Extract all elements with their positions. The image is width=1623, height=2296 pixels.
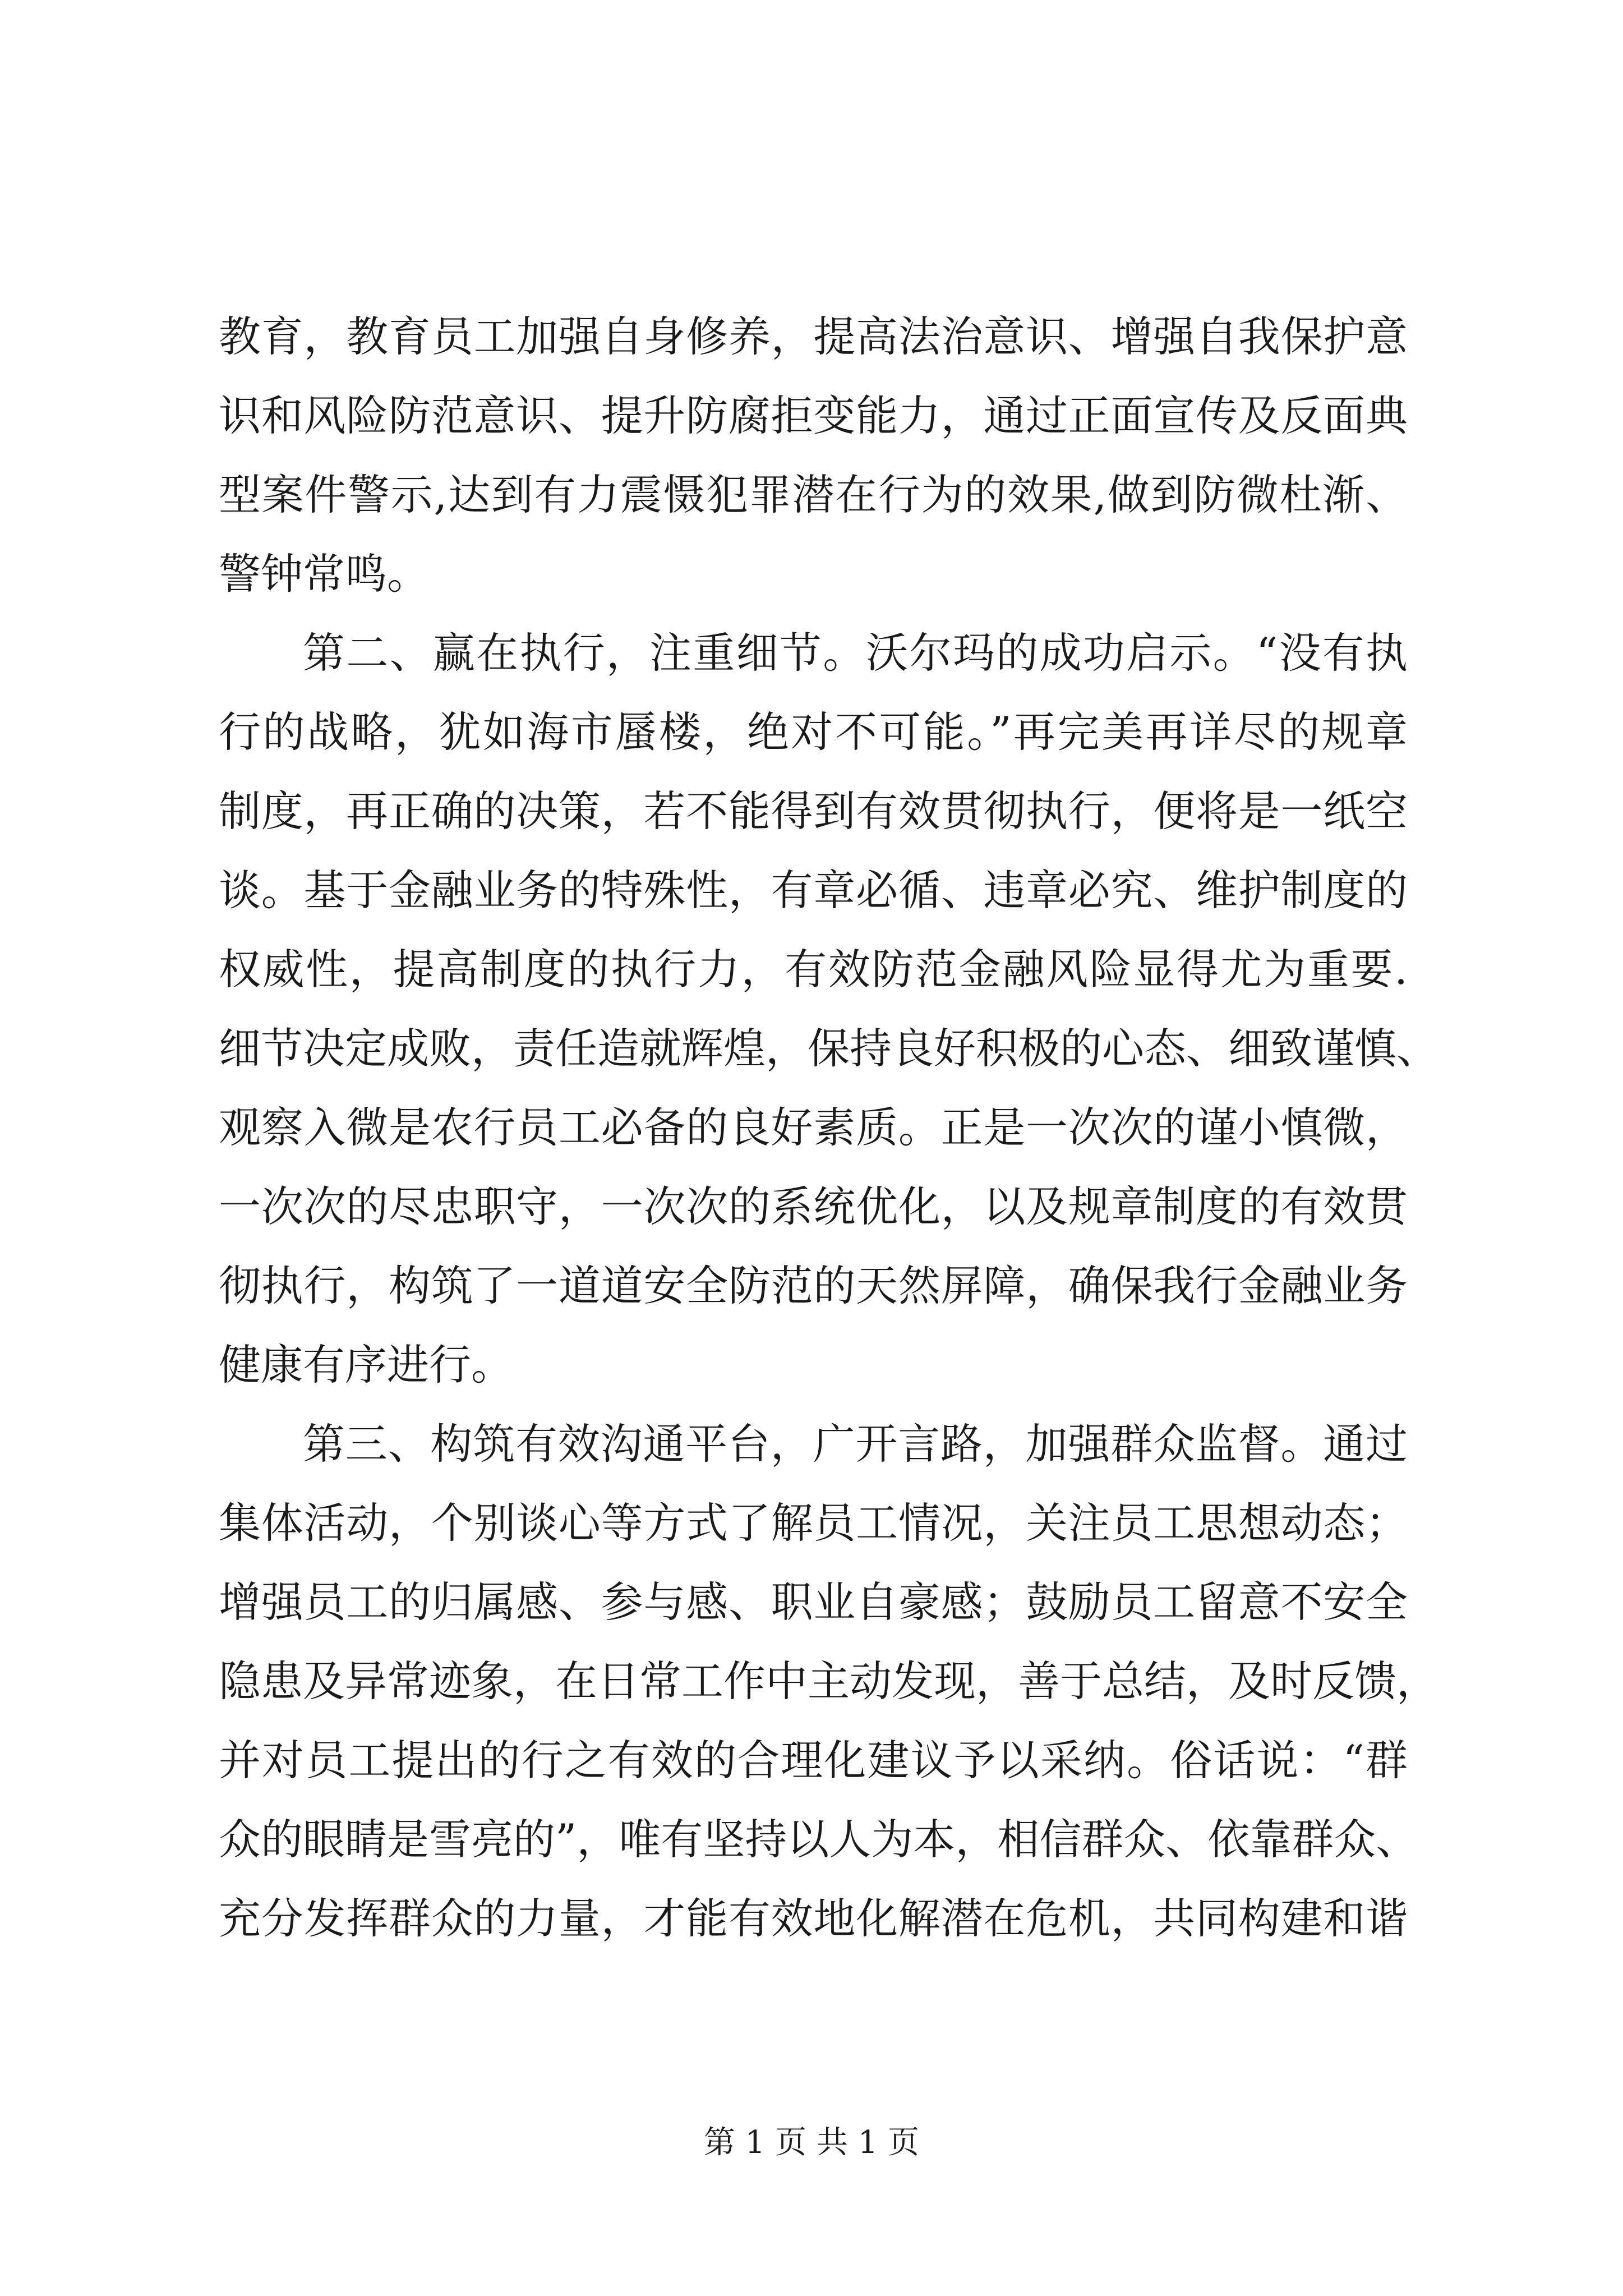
paragraph-3-line-4: 隐患及异常迹象，在日常工作中主动发现，善于总结，及时反馈， [219,1657,1439,1706]
paragraph-2-line-4: 谈。基于金融业务的特殊性，有章必循、违章必究、维护制度的 [219,866,1408,915]
paragraph-3-line-2: 集体活动，个别谈心等方式了解员工情况，关注员工思想动态； [219,1498,1408,1548]
paragraph-3-line-7: 充分发挥群众的力量，才能有效地化解潜在危机，共同构建和谐 [219,1894,1408,1943]
paragraph-3-line-6: 众的眼睛是雪亮的”，唯有坚持以人为本，相信群众、依靠群众、 [219,1815,1418,1864]
paragraph-1-line-1: 教育，教育员工加强自身修养，提高法治意识、增强自我保护意 [219,312,1408,361]
paragraph-2-line-8: 一次次的尽忠职守，一次次的系统优化，以及规章制度的有效贯 [219,1182,1408,1231]
paragraph-2-line-2: 行的战略，犹如海市蜃楼，绝对不可能。”再完美再详尽的规章 [219,707,1408,757]
paragraph-1-line-4: 警钟常鸣。 [219,549,430,599]
page-number-footer: 第 1 页 共 1 页 [703,2124,920,2161]
paragraph-2-line-7: 观察入微是农行员工必备的良好素质。正是一次次的谨小慎微， [219,1103,1408,1152]
paragraph-1-line-3: 型案件警示,达到有力震慑犯罪潜在行为的效果,做到防微杜渐、 [219,470,1408,519]
paragraph-2-line-3: 制度，再正确的决策，若不能得到有效贯彻执行，便将是一纸空 [219,786,1408,836]
paragraph-2-line-1: 第二、赢在执行，注重细节。沃尔玛的成功启示。“没有执 [303,628,1408,678]
paragraph-2-line-10: 健康有序进行。 [219,1340,514,1389]
paragraph-3-line-5: 并对员工提出的行之有效的合理化建议予以采纳。俗话说：“群 [219,1736,1408,1785]
paragraph-2-line-9: 彻执行，构筑了一道道安全防范的天然屏障，确保我行金融业务 [219,1261,1408,1310]
paragraph-2-line-5: 权威性，提高制度的执行力，有效防范金融风险显得尤为重要. [219,945,1408,994]
paragraph-3-line-1: 第三、构筑有效沟通平台，广开言路，加强群众监督。通过 [303,1419,1408,1469]
paragraph-3-line-3: 增强员工的归属感、参与感、职业自豪感；鼓励员工留意不安全 [219,1577,1408,1627]
document-body [219,297,1439,1958]
paragraph-2-line-6: 细节决定成败，责任造就辉煌，保持良好积极的心态、细致谨慎、 [219,1024,1439,1073]
paragraph-1-line-2: 识和风险防范意识、提升防腐拒变能力，通过正面宣传及反面典 [219,391,1408,440]
